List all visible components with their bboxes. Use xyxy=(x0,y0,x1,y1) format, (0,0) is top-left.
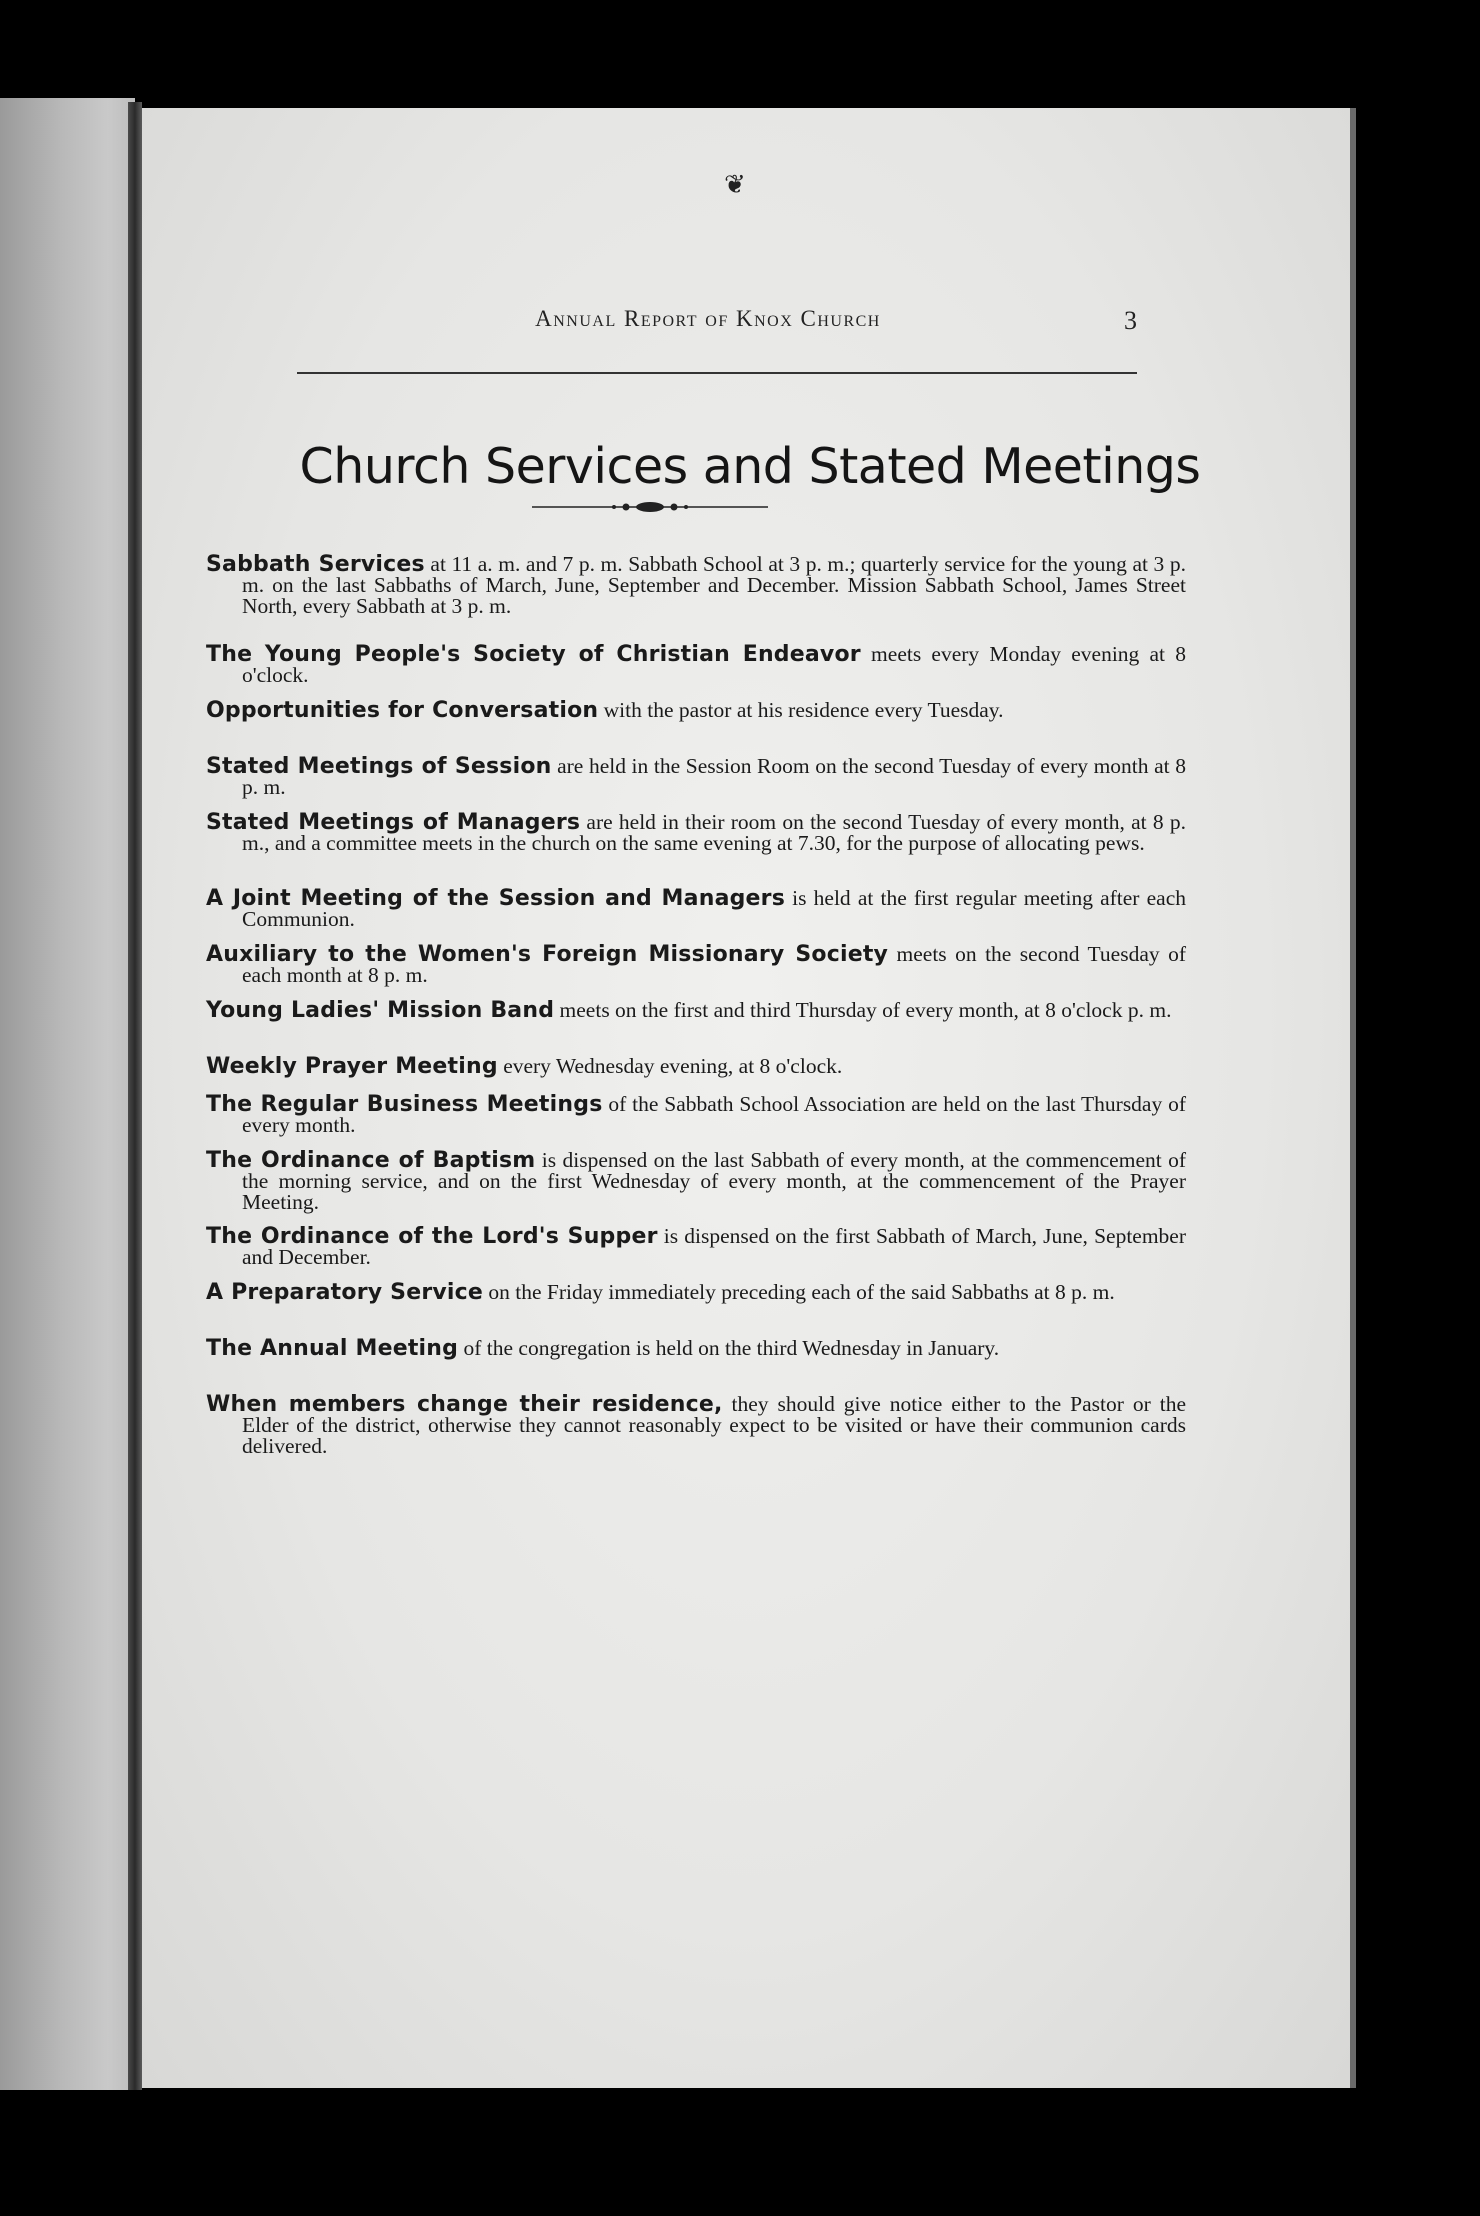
entry-heading: The Ordinance of the Lord's Supper xyxy=(206,1224,658,1249)
ornamental-divider-icon xyxy=(532,496,768,518)
entry-text: with the pastor at his residence every Tuesday. xyxy=(598,698,1004,722)
list-item xyxy=(206,1338,1186,1359)
entry-text: of the Sabbath School Association are held on the last Thursday of every month. xyxy=(242,1092,1187,1137)
fleuron-icon: ❦ xyxy=(724,170,746,199)
entry-heading: When members change their residence, xyxy=(206,1392,723,1417)
list-item xyxy=(206,1094,1186,1136)
entry-heading: Young Ladies' Mission Band xyxy=(206,998,555,1023)
entry-heading: The Annual Meeting xyxy=(206,1336,459,1361)
entry-text: meets every Monday evening at 8 o'clock. xyxy=(242,642,1186,687)
running-head: Annual Report of Knox Church xyxy=(535,306,881,331)
entry-heading: Weekly Prayer Meeting xyxy=(206,1054,498,1079)
page-gutter xyxy=(128,102,142,2090)
entry-text: they should give notice either to the Pastor or the Elder of the district, otherwise they cannot reasonably expect to be visited or have their communion cards delivered. xyxy=(242,1392,1186,1458)
entry-text: is dispensed on the first Sabbath of March, June, September and December. xyxy=(242,1224,1187,1269)
list-item xyxy=(206,554,1186,617)
list-item xyxy=(206,944,1186,986)
list-item xyxy=(206,756,1186,798)
entry-heading: The Young People's Society of Christian Endeavor xyxy=(206,642,861,667)
list-item xyxy=(206,700,1186,721)
previous-page-edge xyxy=(0,98,135,2090)
entry-heading: A Joint Meeting of the Session and Managers xyxy=(206,886,786,911)
entry-heading: Auxiliary to the Women's Foreign Missionary Society xyxy=(206,942,889,967)
list-item xyxy=(206,1282,1186,1303)
entry-heading: The Ordinance of Baptism xyxy=(206,1148,536,1173)
entry-text: meets on the second Tuesday of each month at 8 p. m. xyxy=(242,942,1186,987)
entry-text: are held in the Session Room on the second Tuesday of every month at 8 p. m. xyxy=(242,754,1186,799)
list-item xyxy=(206,888,1186,930)
list-item xyxy=(206,644,1186,686)
list-item xyxy=(206,812,1186,854)
list-item xyxy=(206,1056,1186,1077)
entry-text: are held in their room on the second Tuesday of every month, at 8 p. m., and a committee meets in the church on the same evening at 7.30, for the purpose of allocating pews. xyxy=(242,810,1186,855)
list-item xyxy=(206,1226,1186,1268)
document-page xyxy=(142,108,1350,2088)
header-rule xyxy=(297,372,1137,374)
entry-heading: Opportunities for Conversation xyxy=(206,698,599,723)
entry-text: every Wednesday evening, at 8 o'clock. xyxy=(497,1054,843,1078)
entry-heading: Sabbath Services xyxy=(206,552,425,577)
entry-text: is held at the first regular meeting after each Communion. xyxy=(242,886,1186,931)
list-item xyxy=(206,1000,1186,1021)
entry-text: on the Friday immediately preceding each of the said Sabbaths at 8 p. m. xyxy=(483,1280,1115,1304)
entry-text: of the congregation is held on the third Wednesday in January. xyxy=(458,1336,1000,1360)
list-item xyxy=(206,1394,1186,1457)
page-title: Church Services and Stated Meetings xyxy=(299,438,1201,495)
list-item xyxy=(206,1150,1186,1213)
page-number: 3 xyxy=(1124,306,1137,335)
entry-heading: The Regular Business Meetings xyxy=(206,1092,603,1117)
page-right-edge xyxy=(1350,108,1356,2088)
entry-heading: Stated Meetings of Managers xyxy=(206,810,581,835)
entry-heading: A Preparatory Service xyxy=(206,1280,484,1305)
entry-text: is dispensed on the last Sabbath of every month, at the commencement of the morning service, and on the first Wednesday of every month, at the commencement of the Prayer Meeting. xyxy=(242,1148,1186,1214)
entry-heading: Stated Meetings of Session xyxy=(206,754,552,779)
entry-text: meets on the first and third Thursday of every month, at 8 o'clock p. m. xyxy=(554,998,1172,1022)
entry-text: at 11 a. m. and 7 p. m. Sabbath School at 3 p. m.; quarterly service for the young at 3 p. m. on the last Sabbaths of March, June, September and December. Mission Sabbath School, James Street North, every Sabbath at 3 p. m. xyxy=(242,552,1186,618)
